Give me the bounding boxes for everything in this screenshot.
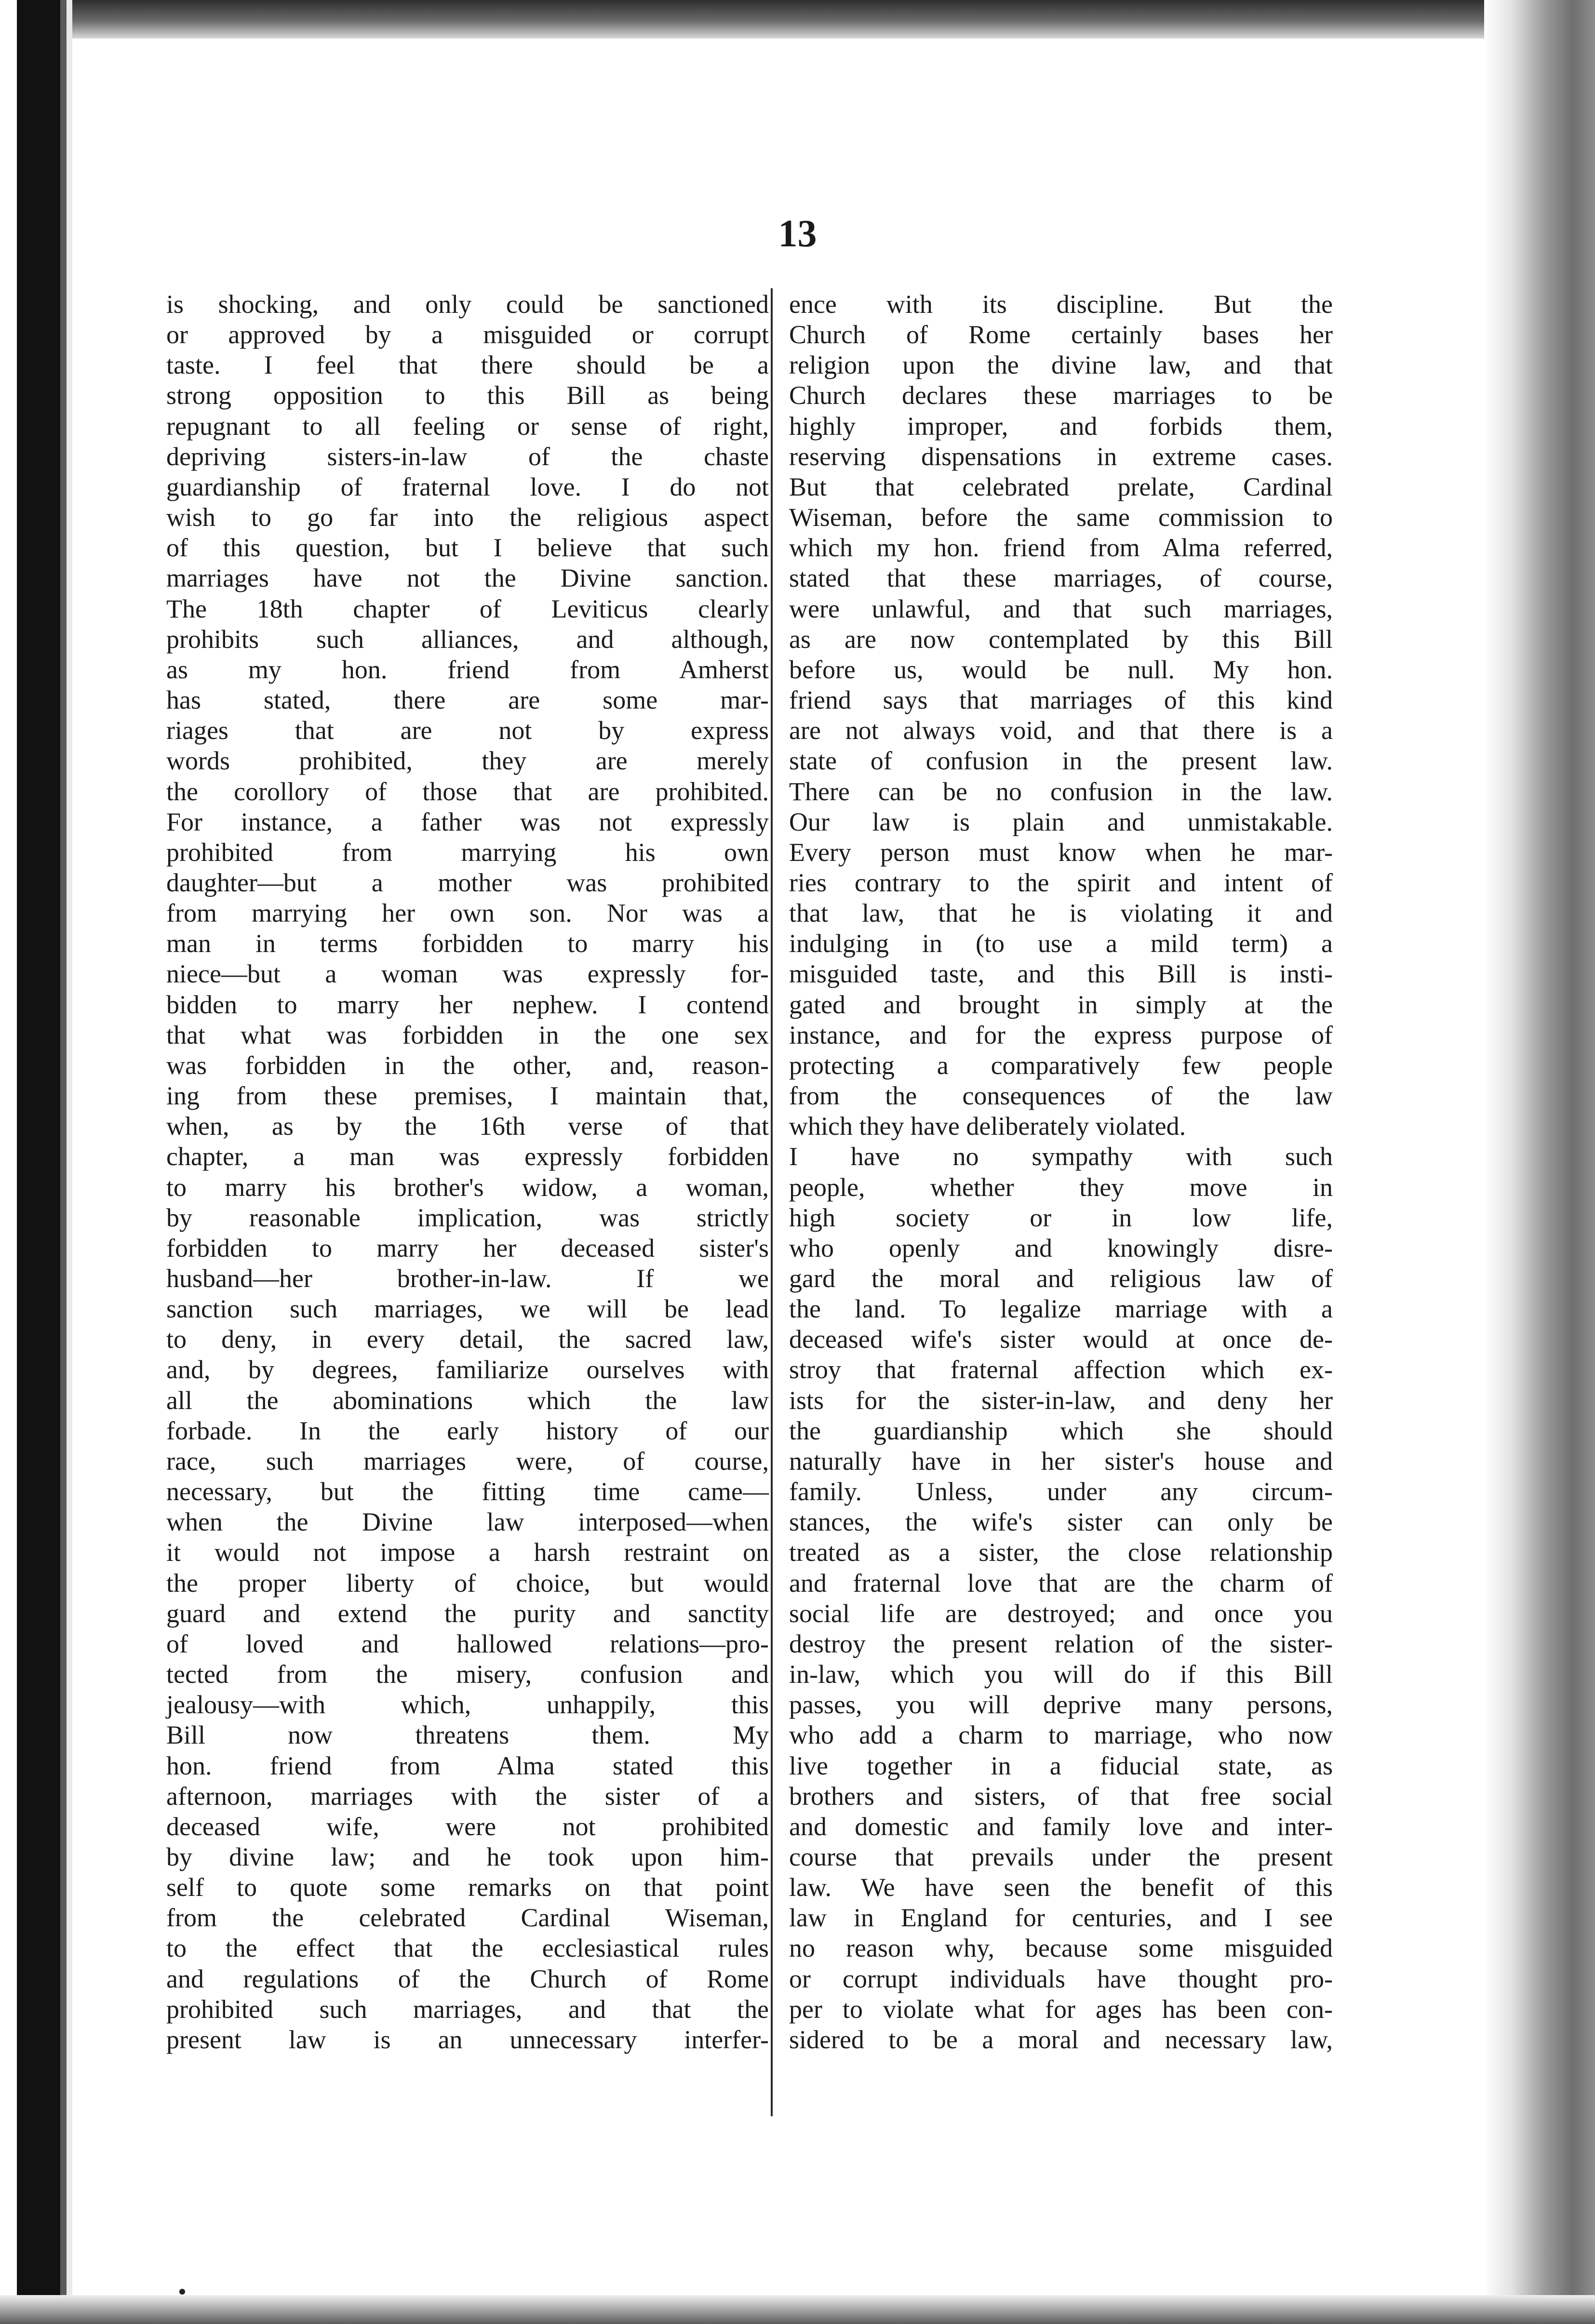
text-line: Every person must know when he mar- (789, 837, 1333, 867)
text-line: ing from these premises, I maintain that, (166, 1081, 769, 1111)
text-column-left (166, 289, 769, 2055)
text-line: high society or in low life, (789, 1203, 1333, 1232)
text-line: when, as by the 16th verse of that (166, 1112, 769, 1141)
text-line: Bill now threatens them. My (166, 1720, 769, 1750)
text-line: guard and extend the purity and sanctity (166, 1599, 769, 1628)
text-line: Church declares these marriages to be (789, 381, 1333, 410)
text-line: is shocking, and only could be sanctioned (166, 290, 769, 319)
text-line: treated as a sister, the close relationship (789, 1538, 1333, 1567)
text-line: reserving dispensations in extreme cases. (789, 442, 1333, 471)
text-line: jealousy—with which, unhappily, this (166, 1690, 769, 1719)
text-line: or corrupt individuals have thought pro- (789, 1964, 1333, 1993)
text-line: by divine law; and he took upon him- (166, 1842, 769, 1871)
text-line: family. Unless, under any circum- (789, 1477, 1333, 1506)
text-line: course that prevails under the present (789, 1842, 1333, 1871)
text-line: sanction such marriages, we will be lead (166, 1294, 769, 1324)
text-line: I have no sympathy with such (789, 1142, 1333, 1171)
text-line: and domestic and family love and inter- (789, 1812, 1333, 1841)
text-line: which they have deliberately violated. (789, 1112, 1186, 1141)
text-line: that law, that he is violating it and (789, 899, 1333, 928)
text-line: tected from the misery, confusion and (166, 1660, 769, 1689)
text-line: repugnant to all feeling or sense of right, (166, 411, 769, 441)
text-line: guardianship of fraternal love. I do not (166, 472, 769, 501)
text-line: passes, you will deprive many persons, (789, 1690, 1333, 1719)
ink-speck (179, 2289, 185, 2295)
text-line: to deny, in every detail, the sacred law, (166, 1325, 769, 1354)
text-line: stances, the wife's sister can only be (789, 1507, 1333, 1537)
text-line: when the Divine law interposed—when (166, 1507, 769, 1537)
text-line: social life are destroyed; and once you (789, 1599, 1333, 1628)
text-line: the corollory of those that are prohibited. (166, 777, 769, 806)
text-line: which my hon. friend from Alma referred, (789, 533, 1333, 563)
text-line: it would not impose a harsh restraint on (166, 1538, 769, 1567)
text-line: There can be no confusion in the law. (789, 777, 1333, 806)
text-line: who add a charm to marriage, who now (789, 1720, 1333, 1750)
text-line: bidden to marry her nephew. I contend (166, 990, 769, 1019)
text-line: by reasonable implication, was strictly (166, 1203, 769, 1232)
text-line: taste. I feel that there should be a (166, 350, 769, 380)
text-line: Church of Rome certainly bases her (789, 320, 1333, 349)
text-line: to marry his brother's widow, a woman, (166, 1172, 769, 1202)
text-line: in-law, which you will do if this Bill (789, 1660, 1333, 1689)
scan-top-border (0, 0, 1595, 39)
text-line: gated and brought in simply at the (789, 990, 1333, 1019)
scan-left-border (0, 0, 72, 2324)
text-line: prohibited from marrying his own (166, 837, 769, 867)
text-line: law. We have seen the benefit of this (789, 1873, 1333, 1902)
scan-bottom-border (0, 2295, 1595, 2324)
text-line: were unlawful, and that such marriages, (789, 594, 1333, 623)
text-line: depriving sisters-in-law of the chaste (166, 442, 769, 471)
text-line: the land. To legalize marriage with a (789, 1294, 1333, 1324)
text-line: hon. friend from Alma stated this (166, 1751, 769, 1780)
text-line: deceased wife, were not prohibited (166, 1812, 769, 1841)
text-line: protecting a comparatively few people (789, 1050, 1333, 1080)
text-line: present law is an unnecessary interfer- (166, 2025, 769, 2054)
text-line: state of confusion in the present law. (789, 746, 1333, 776)
text-line: forbade. In the early history of our (166, 1416, 769, 1445)
text-line: Our law is plain and unmistakable. (789, 807, 1333, 836)
text-line: and fraternal love that are the charm of (789, 1568, 1333, 1598)
text-line: all the abominations which the law (166, 1385, 769, 1415)
text-line: stroy that fraternal affection which ex- (789, 1355, 1333, 1384)
text-line: destroy the present relation of the sister- (789, 1629, 1333, 1658)
text-line: of this question, but I believe that such (166, 533, 769, 563)
text-line: people, whether they move in (789, 1172, 1333, 1202)
text-line: live together in a fiducial state, as (789, 1751, 1333, 1780)
text-line: are not always void, and that there is a (789, 716, 1333, 745)
text-line: no reason why, because some misguided (789, 1934, 1333, 1963)
text-line: instance, and for the express purpose of (789, 1020, 1333, 1049)
text-line: marriages have not the Divine sanction. (166, 564, 769, 593)
text-line: chapter, a man was expressly forbidden (166, 1142, 769, 1171)
text-column-right (789, 289, 1333, 2055)
page-number: 13 (778, 213, 817, 255)
text-line: as my hon. friend from Amherst (166, 655, 769, 684)
text-line: or approved by a misguided or corrupt (166, 320, 769, 349)
text-line: necessary, but the fitting time came— (166, 1477, 769, 1506)
text-line: niece—but a woman was expressly for- (166, 959, 769, 989)
text-line: sidered to be a moral and necessary law, (789, 2025, 1333, 2054)
text-line: Wiseman, before the same commission to (789, 503, 1333, 532)
text-line: man in terms forbidden to marry his (166, 929, 769, 958)
text-line: to the effect that the ecclesiastical rules (166, 1934, 769, 1963)
text-line: But that celebrated prelate, Cardinal (789, 472, 1333, 501)
text-line: ence with its discipline. But the (789, 290, 1333, 319)
text-line: forbidden to marry her deceased sister's (166, 1233, 769, 1263)
text-line: riages that are not by express (166, 716, 769, 745)
text-line: and, by degrees, familiarize ourselves with (166, 1355, 769, 1384)
text-line: gard the moral and religious law of (789, 1264, 1333, 1293)
text-line: race, such marriages were, of course, (166, 1446, 769, 1476)
text-line: from the consequences of the law (789, 1081, 1333, 1111)
text-line: that what was forbidden in the one sex (166, 1020, 769, 1049)
text-line: friend says that marriages of this kind (789, 685, 1333, 715)
text-line: highly improper, and forbids them, (789, 411, 1333, 441)
text-line: ists for the sister-in-law, and deny her (789, 1385, 1333, 1415)
text-line: from the celebrated Cardinal Wiseman, (166, 1903, 769, 1933)
text-line: daughter—but a mother was prohibited (166, 868, 769, 897)
text-line: and regulations of the Church of Rome (166, 1964, 769, 1993)
text-line: religion upon the divine law, and that (789, 350, 1333, 380)
text-line: words prohibited, they are merely (166, 746, 769, 776)
text-line: as are now contemplated by this Bill (789, 624, 1333, 654)
text-line: prohibited such marriages, and that the (166, 1994, 769, 2024)
text-line: The 18th chapter of Leviticus clearly (166, 594, 769, 623)
text-line: indulging in (to use a mild term) a (789, 929, 1333, 958)
text-line: the proper liberty of choice, but would (166, 1568, 769, 1598)
text-line: law in England for centuries, and I see (789, 1903, 1333, 1933)
text-line: the guardianship which she should (789, 1416, 1333, 1445)
text-line: per to violate what for ages has been con- (789, 1994, 1333, 2024)
text-line: brothers and sisters, of that free social (789, 1781, 1333, 1811)
text-line: For instance, a father was not expressly (166, 807, 769, 836)
text-line: wish to go far into the religious aspect (166, 503, 769, 532)
text-line: of loved and hallowed relations—pro- (166, 1629, 769, 1658)
text-line: from marrying her own son. Nor was a (166, 899, 769, 928)
scan-right-border (1484, 0, 1595, 2324)
text-line: was forbidden in the other, and, reason- (166, 1050, 769, 1080)
text-line: naturally have in her sister's house and (789, 1446, 1333, 1476)
text-line: strong opposition to this Bill as being (166, 381, 769, 410)
text-line: misguided taste, and this Bill is insti- (789, 959, 1333, 989)
text-line: before us, would be null. My hon. (789, 655, 1333, 684)
text-line: who openly and knowingly disre- (789, 1233, 1333, 1263)
text-line: husband—her brother-in-law. If we (166, 1264, 769, 1293)
text-line: ries contrary to the spirit and intent of (789, 868, 1333, 897)
column-divider (771, 288, 773, 2116)
text-line: afternoon, marriages with the sister of a (166, 1781, 769, 1811)
text-line: deceased wife's sister would at once de- (789, 1325, 1333, 1354)
text-line: prohibits such alliances, and although, (166, 624, 769, 654)
text-line: self to quote some remarks on that point (166, 1873, 769, 1902)
text-line: stated that these marriages, of course, (789, 564, 1333, 593)
text-line: has stated, there are some mar- (166, 685, 769, 715)
